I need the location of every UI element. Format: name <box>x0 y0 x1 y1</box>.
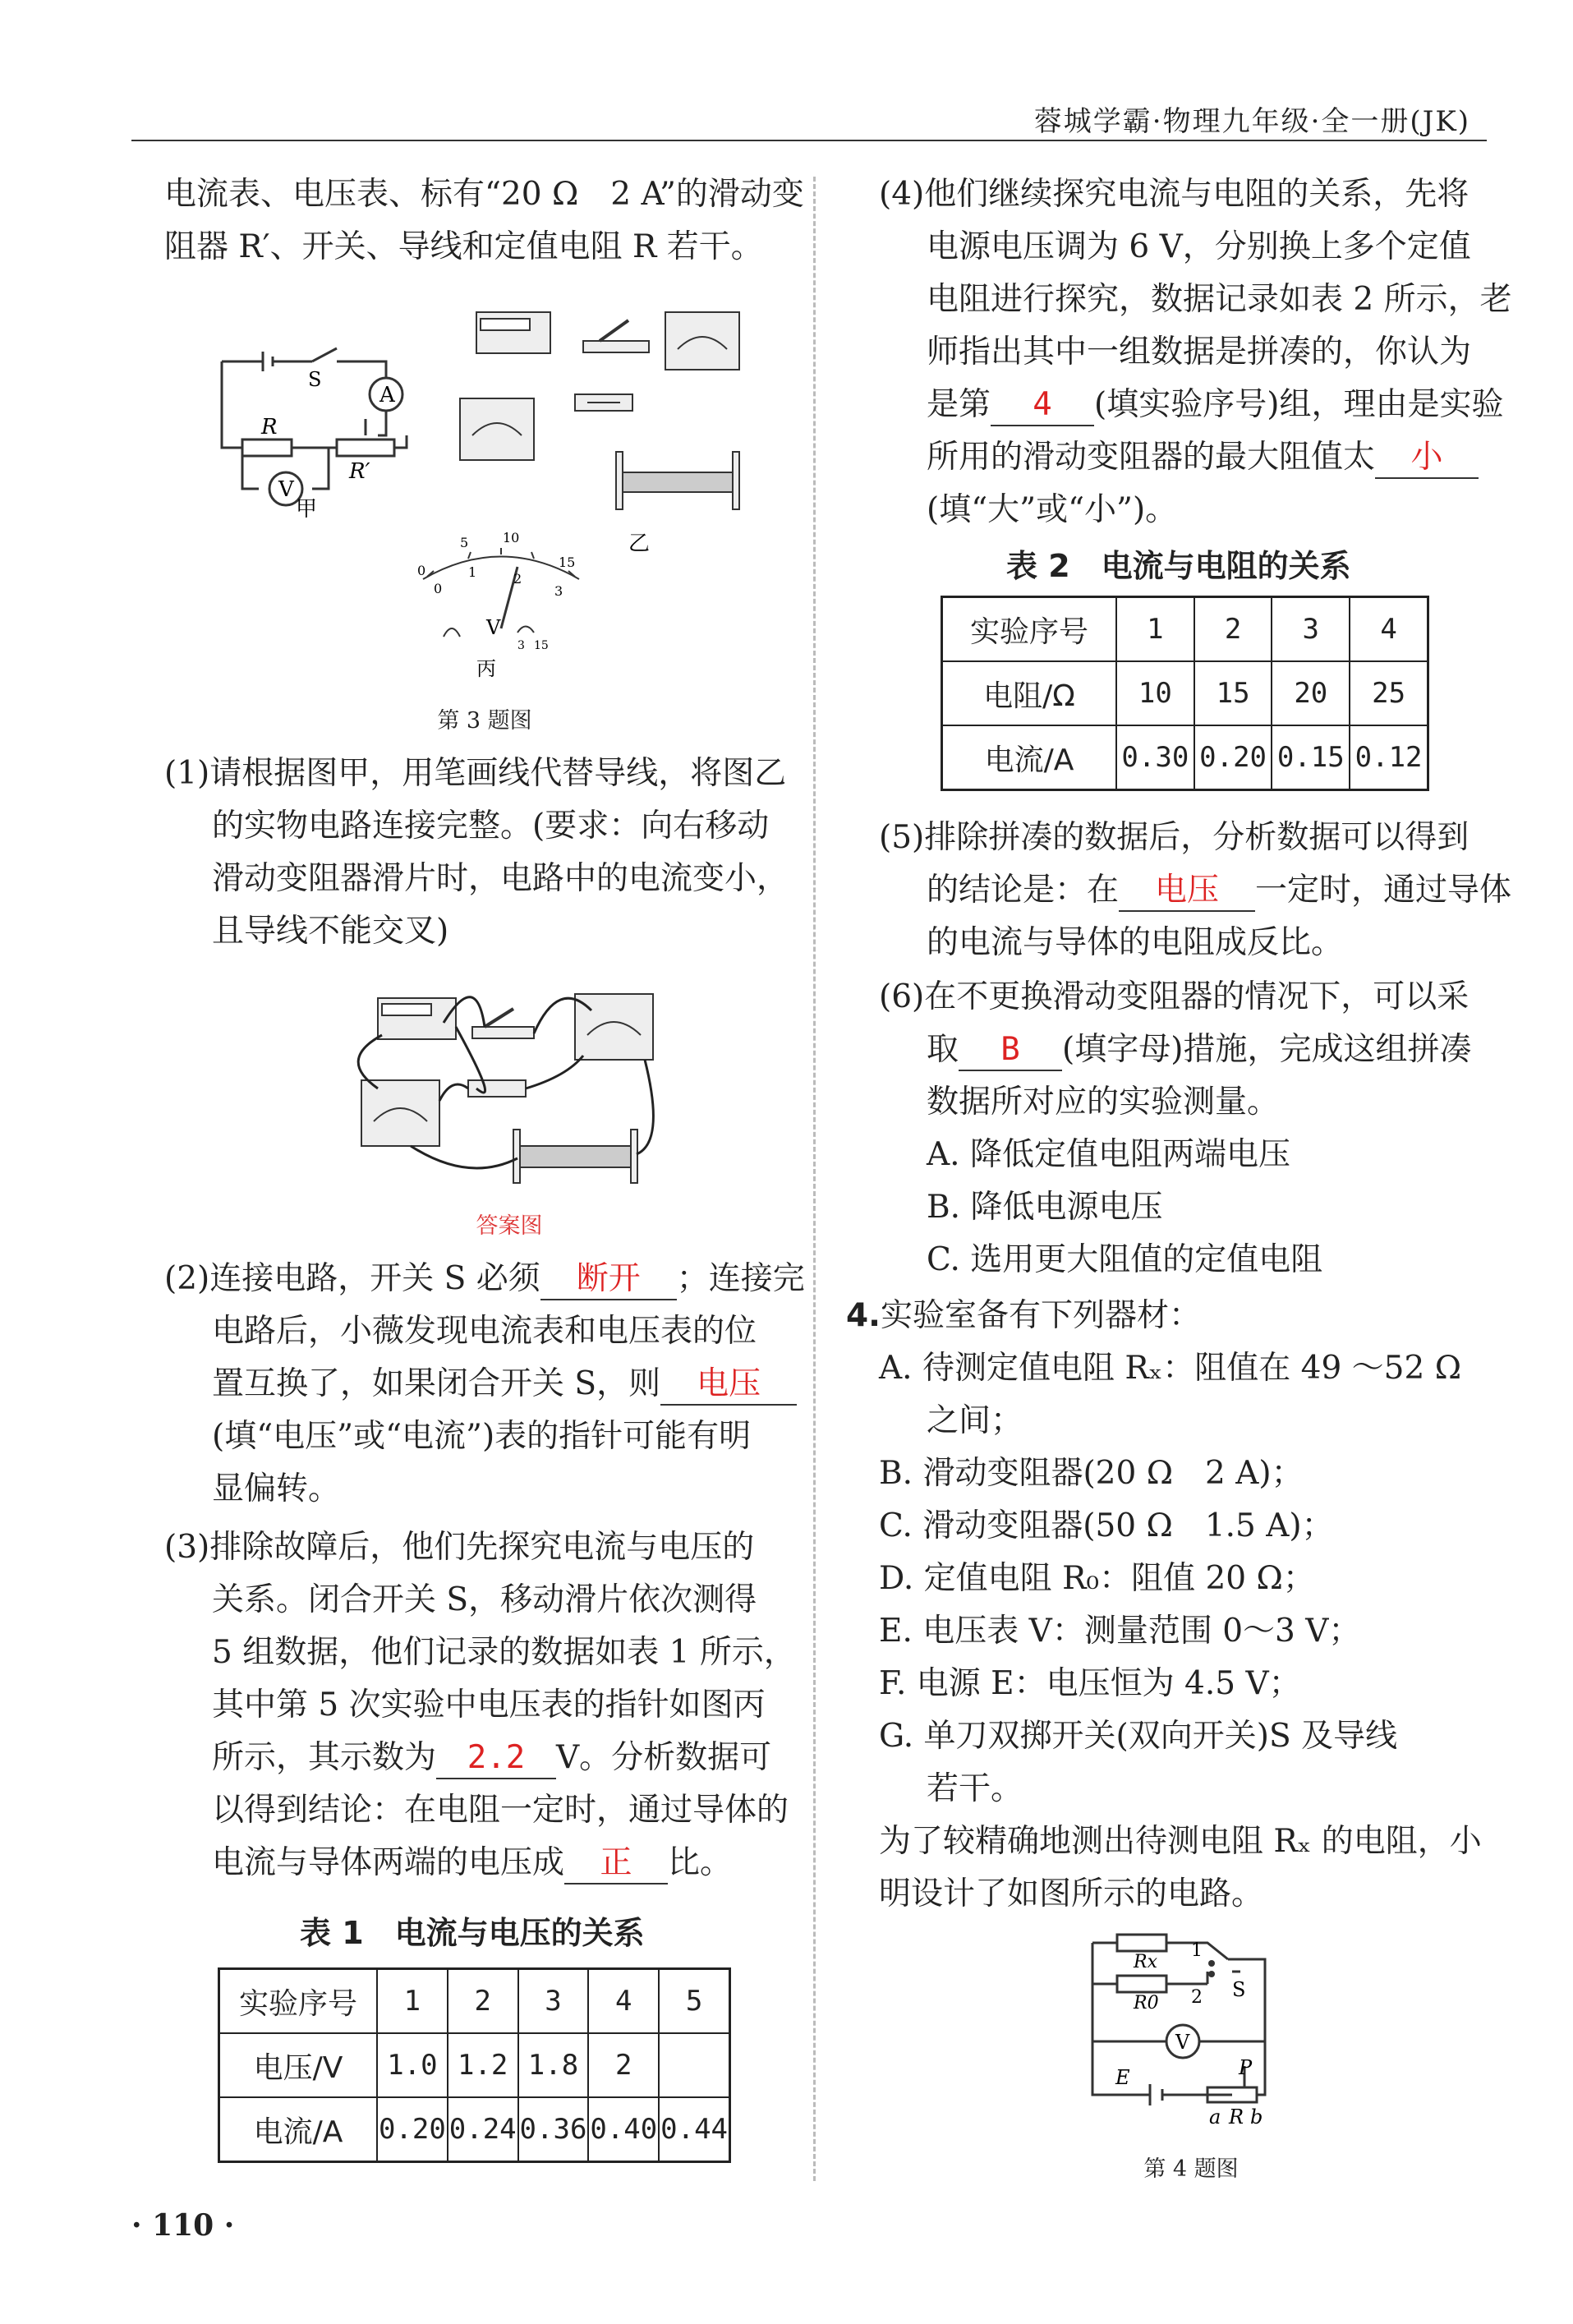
svg-text:R: R <box>1229 2105 1244 2128</box>
label-r: R <box>261 415 278 439</box>
table-row: 实验序号 1 2 3 4 5 <box>219 1969 730 2034</box>
svg-text:V: V <box>1175 2031 1190 2054</box>
q3-line-3: 5 组数据，他们记录的数据如表 1 所示， <box>212 1634 796 1671</box>
fig3-components-yi <box>444 304 789 559</box>
q5-answer: 电压 <box>1119 871 1255 912</box>
q2-answer-2: 电压 <box>660 1364 797 1406</box>
q2-line-2: 电路后，小薇发现电流表和电压表的位 <box>212 1313 757 1350</box>
q4-line-7: (填“大”或“小”)。 <box>927 491 1178 528</box>
q5-line-3: 的电流与导体的电阻成反比。 <box>927 924 1344 961</box>
table2-title: 表 2 电流与电阻的关系 <box>1006 548 1351 584</box>
q7-item-c: C. 滑动变阻器(50 Ω 1.5 A)； <box>879 1507 1334 1544</box>
q7-item-f: F. 电源 E：电压恒为 4.5 V； <box>879 1665 1301 1702</box>
q7-end-2: 明设计了如图所示的电路。 <box>879 1875 1264 1912</box>
q4-line-2: 电源电压调为 6 V，分别换上多个定值 <box>927 228 1471 265</box>
intro-line-1: 电流表、电压表、标有“20 Ω 2 A”的滑动变 <box>164 176 804 213</box>
page-header <box>131 92 1487 141</box>
q6-option-b: B. 降低电源电压 <box>927 1189 1163 1226</box>
intro-line-2: 阻器 R′、开关、导线和定值电阻 R 若干。 <box>164 228 763 265</box>
q7-end-1: 为了较精确地测出待测电阻 Rₓ 的电阻，小 <box>879 1823 1482 1860</box>
q6-option-c: C. 选用更大阻值的定值电阻 <box>927 1241 1323 1278</box>
q6-answer: B <box>959 1030 1062 1071</box>
q6-option-a: A. 降低定值电阻两端电压 <box>927 1136 1290 1173</box>
svg-text:3: 3 <box>554 583 563 599</box>
fig4-caption: 第 4 题图 <box>1143 2156 1239 2182</box>
q1-line-1: (1)请根据图甲，用笔画线代替导线，将图乙 <box>164 755 787 792</box>
label-v: V <box>278 477 294 502</box>
q3-line-5: 所示，其示数为 2.2 V。分析数据可 <box>164 1732 771 1784</box>
fig3-circuit-jia <box>214 337 427 522</box>
answer-figure <box>345 978 674 1199</box>
q3-answer-1: 2.2 <box>436 1738 556 1779</box>
fig3-meter-bing <box>411 530 591 682</box>
q3-answer-2: 正 <box>564 1843 668 1885</box>
header-title: 蓉城学霸·物理九年级·全一册(JK) <box>1033 105 1470 138</box>
svg-text:Rx: Rx <box>1134 1952 1157 1972</box>
q3-line-1: (3)排除故障后，他们先探究电流与电压的 <box>164 1529 755 1566</box>
label-a: A <box>379 383 395 407</box>
svg-text:b: b <box>1250 2105 1263 2128</box>
fig4-circuit <box>1068 1926 1314 2132</box>
q2-line-4: (填“电压”或“电流”)表的指针可能有明 <box>212 1418 752 1455</box>
q6-line-3: 数据所对应的实验测量。 <box>927 1084 1280 1121</box>
svg-text:1: 1 <box>468 564 477 580</box>
svg-text:R0: R0 <box>1134 1993 1159 2013</box>
label-bing: 丙 <box>476 657 496 680</box>
label-rp: R′ <box>349 459 370 484</box>
svg-text:15: 15 <box>534 639 549 652</box>
svg-text:1: 1 <box>1191 1940 1203 1961</box>
label-jia: 甲 <box>296 497 318 522</box>
svg-text:2: 2 <box>1191 1987 1203 2008</box>
table1-title: 表 1 电流与电压的关系 <box>300 1915 645 1951</box>
svg-text:V: V <box>486 616 501 639</box>
q5-line-1: (5)排除拼凑的数据后，分析数据可以得到 <box>879 819 1470 856</box>
q7-item-e: E. 电压表 V：测量范围 0～3 V； <box>879 1613 1361 1650</box>
q4-answer-1: 4 <box>991 385 1094 426</box>
table-row: 电流/A 0.30 0.20 0.15 0.12 <box>942 725 1428 790</box>
svg-text:5: 5 <box>460 535 469 550</box>
q3-line-2: 关系。闭合开关 S，移动滑片依次测得 <box>212 1581 757 1618</box>
answer-caption: 答案图 <box>476 1213 543 1239</box>
table-row: 电流/A 0.20 0.24 0.36 0.40 0.44 <box>219 2097 730 2162</box>
q1-line-3: 滑动变阻器滑片时，电路中的电流变小， <box>212 860 789 897</box>
table1 <box>218 1967 731 2163</box>
q4-line-1: (4)他们继续探究电流与电阻的关系，先将 <box>879 176 1470 213</box>
q5-line-2: 的结论是：在 电压 一定时，通过导体 <box>879 864 1511 917</box>
q3-line-4: 其中第 5 次实验中电压表的指针如图丙 <box>212 1687 766 1723</box>
q3-line-7: 电流与导体两端的电压成 正 比。 <box>164 1837 732 1889</box>
svg-text:0: 0 <box>434 581 443 596</box>
q7-item-g-cont: 若干。 <box>927 1770 1023 1807</box>
q4-line-4: 师指出其中一组数据是拼凑的，你认为 <box>927 334 1472 370</box>
q2-line-1: (2)连接电路，开关 S 必须 断开 ；连接完 <box>164 1253 805 1305</box>
fig3-caption: 第 3 题图 <box>437 708 532 734</box>
q1-line-4: 且导线不能交叉) <box>212 913 449 950</box>
q4-line-5: 是第 4 (填实验序号)组，理由是实验 <box>879 379 1503 431</box>
label-s: S <box>308 368 322 391</box>
q2-line-5: 显偏转。 <box>212 1470 341 1507</box>
column-divider <box>813 177 816 2181</box>
q2-line-3: 置互换了，如果闭合开关 S，则 电压 <box>164 1358 797 1411</box>
table-row: 电压/V 1.0 1.2 1.8 2 <box>219 2033 730 2097</box>
svg-text:10: 10 <box>503 530 520 545</box>
svg-text:S: S <box>1232 1978 1246 2001</box>
table-row: 电阻/Ω 10 15 20 25 <box>942 661 1428 725</box>
q4-line-6: 所用的滑动变阻器的最大阻值太 小 <box>879 431 1479 484</box>
q7-item-b: B. 滑动变阻器(20 Ω 2 A)； <box>879 1455 1304 1492</box>
q6-line-1: (6)在不更换滑动变阻器的情况下，可以采 <box>879 978 1470 1015</box>
svg-text:3: 3 <box>517 639 525 652</box>
q1-line-2: 的实物电路连接完整。(要求：向右移动 <box>212 808 770 844</box>
page-number: · 110 · <box>131 2208 235 2243</box>
svg-text:a: a <box>1209 2105 1221 2128</box>
q7-item-d: D. 定值电阻 R₀：阻值 20 Ω； <box>879 1560 1315 1597</box>
q3-line-6: 以得到结论：在电阻一定时，通过导体的 <box>212 1792 789 1829</box>
q4-answer-2: 小 <box>1375 438 1479 479</box>
q7-item-g: G. 单刀双掷开关(双向开关)S 及导线 <box>879 1718 1398 1755</box>
svg-text:P: P <box>1239 2056 1253 2079</box>
q7-line-1: 4.实验室备有下列器材： <box>846 1297 1201 1334</box>
table2 <box>941 596 1429 791</box>
q4-line-3: 电阻进行探究，数据记录如表 2 所示，老 <box>927 281 1512 318</box>
svg-text:E: E <box>1115 2066 1130 2089</box>
q6-line-2: 取 B (填字母)措施，完成这组拼凑 <box>879 1024 1471 1076</box>
q7-item-a: A. 待测定值电阻 Rₓ：阻值在 49 ～52 Ω <box>879 1350 1462 1387</box>
q7-item-a-cont: 之间； <box>927 1402 1023 1439</box>
q2-answer-1: 断开 <box>540 1259 677 1300</box>
svg-text:15: 15 <box>559 555 576 570</box>
table-row: 实验序号 1 2 3 4 <box>942 597 1428 662</box>
svg-text:2: 2 <box>513 571 522 587</box>
label-yi: 乙 <box>628 532 651 556</box>
svg-text:0: 0 <box>417 563 426 578</box>
